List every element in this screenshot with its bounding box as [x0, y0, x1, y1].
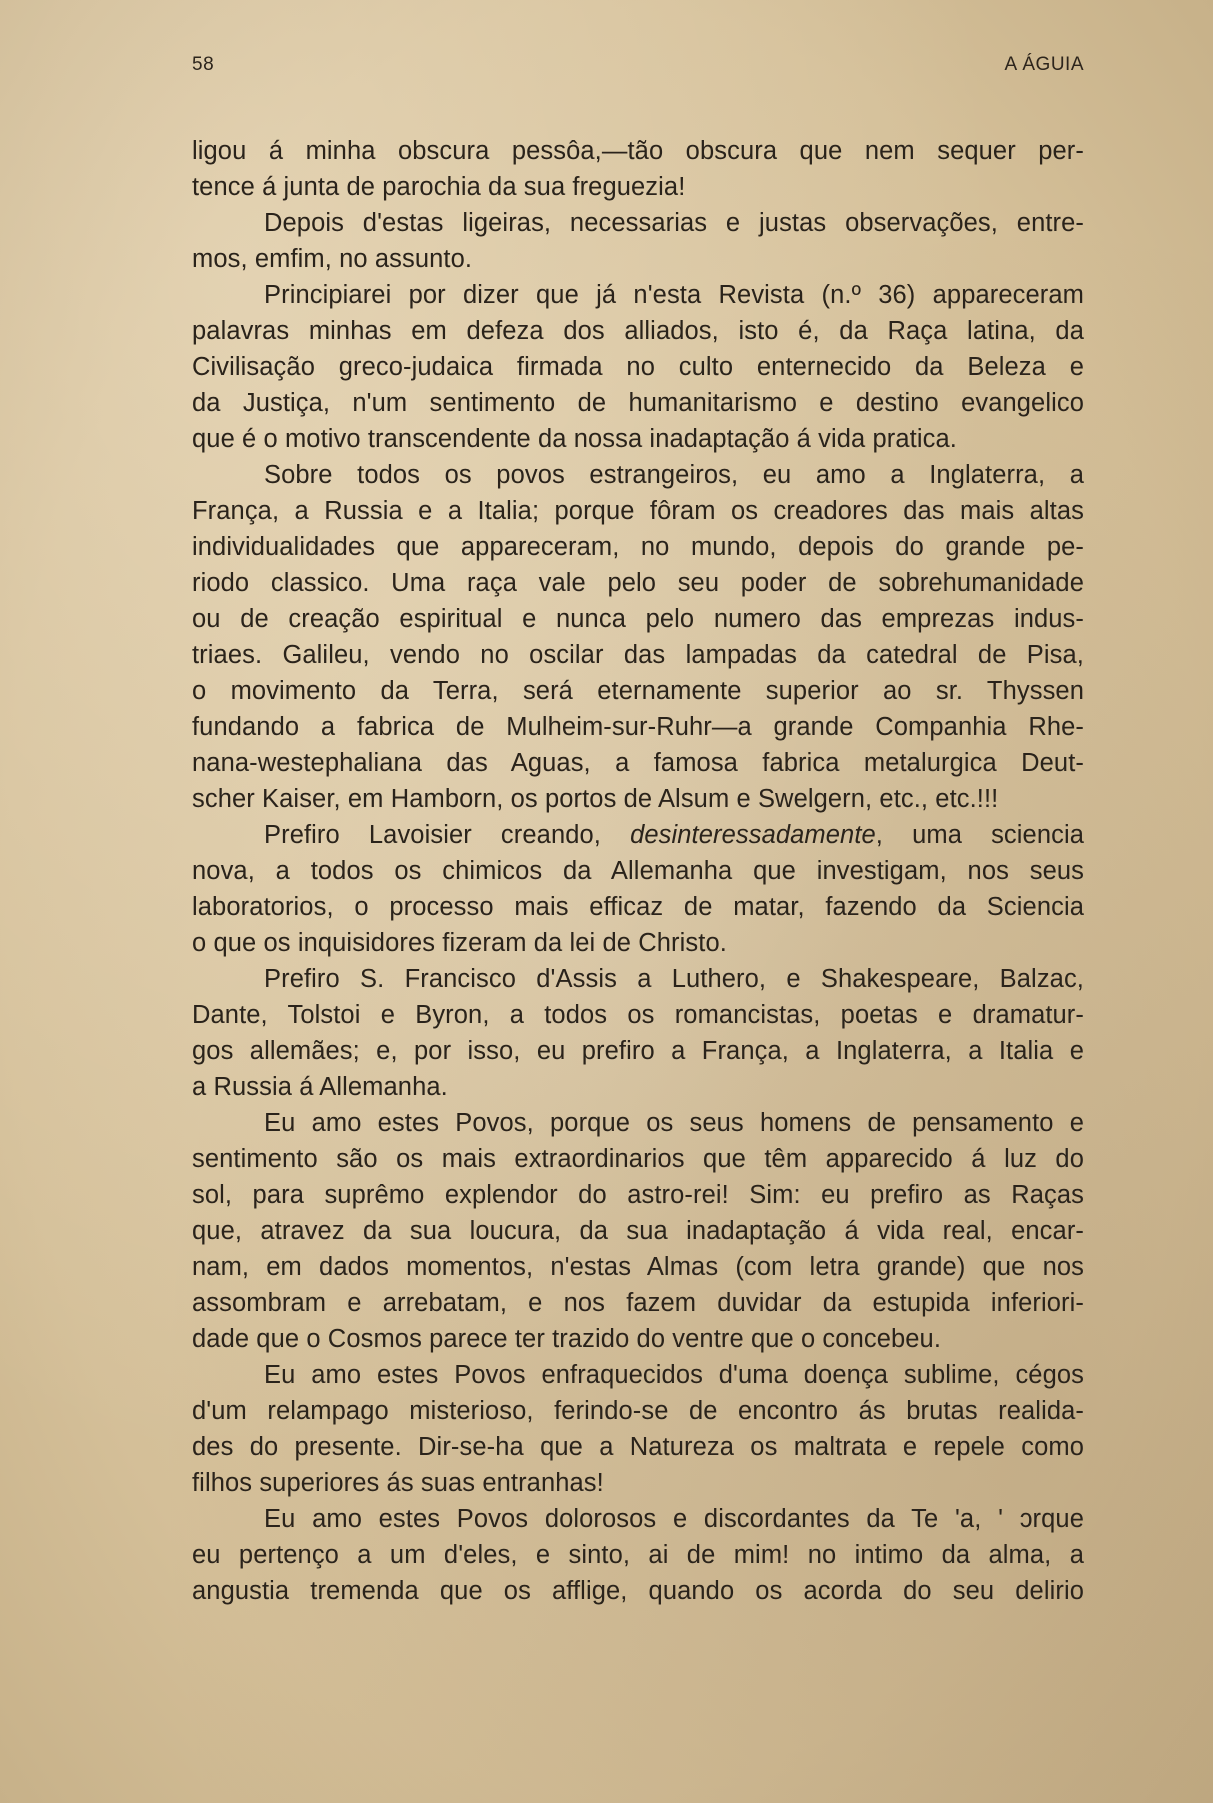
text-line: des do presente. Dir-se-ha que a Natureza os maltrata e repele como	[192, 1433, 1084, 1461]
text-line: nana-westephaliana das Aguas, a famosa fabrica metalurgica Deut-	[192, 749, 1084, 777]
text-span: Prefiro Lavoisier creando,	[264, 821, 631, 849]
text-line: Dante, Tolstoi e Byron, a todos os romancistas, poetas e dramatur-	[192, 1001, 1084, 1029]
text-line: da Justiça, n'um sentimento de humanitarismo e destino evangelico	[192, 389, 1084, 417]
text-line: Eu amo estes Povos dolorosos e discordantes da Te 'a, ' ɔrque	[264, 1505, 1084, 1533]
text-line: nam, em dados momentos, n'estas Almas (com letra grande) que nos	[192, 1253, 1084, 1281]
text-line: assombram e arrebatam, e nos fazem duvidar da estupida inferiori-	[192, 1289, 1084, 1317]
text-line: tence á junta de parochia da sua freguezia!	[192, 173, 686, 201]
text-line: scher Kaiser, em Hamborn, os portos de Alsum e Swelgern, etc., etc.!!!	[192, 785, 999, 813]
text-line: eu pertenço a um d'eles, e sinto, ai de mim! no intimo da alma, a	[192, 1541, 1084, 1569]
text-line: o movimento da Terra, será eternamente superior ao sr. Thyssen	[192, 677, 1084, 705]
text-line: fundando a fabrica de Mulheim-sur-Ruhr—a grande Companhia Rhe-	[192, 713, 1084, 741]
text-line: que, atravez da sua loucura, da sua inadaptação á vida real, encar-	[192, 1217, 1084, 1245]
text-span: , uma sciencia	[875, 821, 1084, 849]
text-line: angustia tremenda que os afflige, quando os acorda do seu delirio	[192, 1577, 1084, 1605]
text-line: ou de creação espiritual e nunca pelo numero das emprezas indus-	[192, 605, 1084, 633]
text-line	[192, 817, 1084, 853]
text-line: individualidades que appareceram, no mundo, depois do grande pe-	[192, 533, 1084, 561]
text-line: sentimento são os mais extraordinarios que têm apparecido á luz do	[192, 1145, 1084, 1173]
text-line: sol, para suprêmo explendor do astro-rei! Sim: eu prefiro as Raças	[192, 1181, 1084, 1209]
page-number: 58	[192, 54, 215, 75]
text-line: riodo classico. Uma raça vale pelo seu poder de sobrehumanidade	[192, 569, 1084, 597]
text-line: Principiarei por dizer que já n'esta Revista (n.º 36) appareceram	[264, 281, 1084, 309]
text-line: Eu amo estes Povos enfraquecidos d'uma doença sublime, cégos	[264, 1361, 1084, 1389]
text-line: que é o motivo transcendente da nossa inadaptação á vida pratica.	[192, 425, 957, 453]
text-line: Sobre todos os povos estrangeiros, eu amo a Inglaterra, a	[264, 461, 1084, 489]
text-line: palavras minhas em defeza dos alliados, isto é, da Raça latina, da	[192, 317, 1084, 345]
emphasized-word: desinteressadamente	[630, 821, 876, 849]
text-line: Eu amo estes Povos, porque os seus homens de pensamento e	[264, 1109, 1084, 1137]
text-line: dade que o Cosmos parece ter trazido do ventre que o concebeu.	[192, 1325, 942, 1353]
text-line: ligou á minha obscura pessôa,—tão obscura que nem sequer per-	[192, 137, 1084, 165]
text-line: França, a Russia e a Italia; porque fôram os creadores das mais altas	[192, 497, 1084, 525]
text-line: a Russia á Allemanha.	[192, 1073, 448, 1101]
text-line: Civilisação greco-judaica firmada no culto enternecido da Beleza e	[192, 353, 1084, 381]
text-line: gos allemães; e, por isso, eu prefiro a França, a Inglaterra, a Italia e	[192, 1037, 1084, 1065]
running-title: A ÁGUIA	[1004, 54, 1084, 75]
page-header	[192, 54, 1084, 84]
text-line: Depois d'estas ligeiras, necessarias e justas observações, entre-	[264, 209, 1084, 237]
text-line: mos, emfim, no assunto.	[192, 245, 473, 273]
text-line: filhos superiores ás suas entranhas!	[192, 1469, 604, 1497]
text-line: laboratorios, o processo mais efficaz de matar, fazendo da Sciencia	[192, 893, 1084, 921]
text-line: Prefiro S. Francisco d'Assis a Luthero, e Shakespeare, Balzac,	[264, 965, 1084, 993]
body-text	[192, 133, 1084, 1609]
text-line: triaes. Galileu, vendo no oscilar das lampadas da catedral de Pisa,	[192, 641, 1084, 669]
text-line: o que os inquisidores fizeram da lei de Christo.	[192, 929, 727, 957]
text-line: nova, a todos os chimicos da Allemanha que investigam, nos seus	[192, 857, 1084, 885]
text-line: d'um relampago misterioso, ferindo-se de encontro ás brutas realida-	[192, 1397, 1084, 1425]
